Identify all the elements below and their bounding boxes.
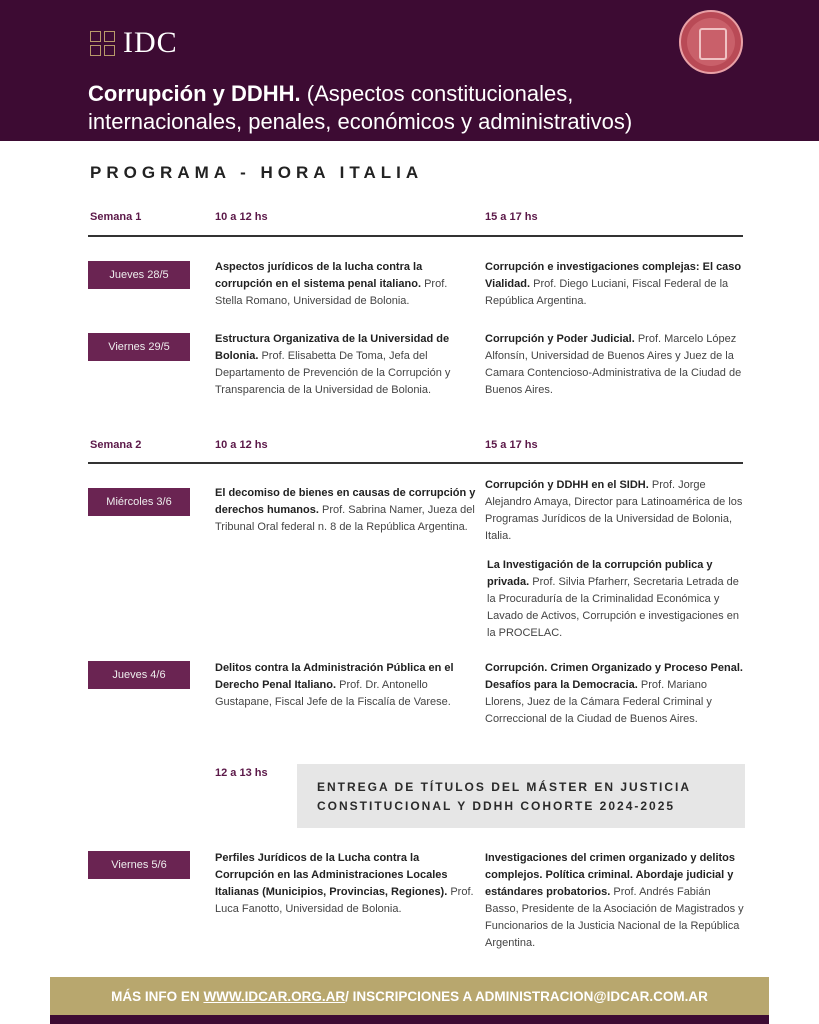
talk-pm: Corrupción e investigaciones complejas: El caso Vialidad. Prof. Diego Luciani, Fiscal Federal de la República Argentina. xyxy=(485,261,742,307)
week-label: Semana 1 xyxy=(90,211,142,223)
ceremony-slot: 12 a 13 hs xyxy=(215,767,268,779)
slot-am: 10 a 12 hs xyxy=(215,211,268,223)
talk-am: El decomiso de bienes en causas de corrupción y derechos humanos. Prof. Sabrina Namer, Jueza del Tribunal Oral federal n. 8 de la República Argentina. xyxy=(215,487,476,533)
slot-pm: 15 a 17 hs xyxy=(485,439,538,451)
university-seal-icon xyxy=(679,10,743,74)
day-badge: Jueves 4/6 xyxy=(88,661,190,689)
day-badge: Miércoles 3/6 xyxy=(88,488,190,516)
program-heading: PROGRAMA - HORA ITALIA xyxy=(90,163,424,182)
divider xyxy=(88,462,743,464)
talk-pm: La Investigación de la corrupción publica y privada. Prof. Silvia Pfarherr, Secretaria Letrada de la Procuraduría de la Criminalidad Económica y Lavado de Activos, Corrupción e investigaciones en la PROCELAC. xyxy=(487,559,739,639)
talk-am: Perfiles Jurídicos de la Lucha contra la Corrupción en las Administraciones Locales Italianas (Municipios, Provincias, Regiones). Prof. Luca Fanotto, Universidad de Bolonia. xyxy=(215,852,474,915)
footer-banner xyxy=(50,977,769,1015)
footer-prefix: MÁS INFO EN xyxy=(111,988,200,1004)
talk-pm: Investigaciones del crimen organizado y delitos complejos. Política criminal. Abordaje judicial y estándares probatorios. Prof. Andrés Fabián Basso, Presidente de la Asociación de Magistrados y Funcionarios de la Justicia Nacional de la República Argentina. xyxy=(485,852,744,949)
talk-am: Estructura Organizativa de la Universidad de Bolonia. Prof. Elisabetta De Toma, Jefa del Departamento de Prevención de la Corrupción y Transparencia de la Universidad de Bolonia. xyxy=(215,333,451,396)
slot-pm: 15 a 17 hs xyxy=(485,211,538,223)
bottom-bar xyxy=(50,1015,769,1024)
day-badge: Viernes 29/5 xyxy=(88,333,190,361)
day-badge: Viernes 5/6 xyxy=(88,851,190,879)
day-badge: Jueves 28/5 xyxy=(88,261,190,289)
week-label: Semana 2 xyxy=(90,439,142,451)
talk-am: Aspectos jurídicos de la lucha contra la corrupción en el sistema penal italiano. Prof. Stella Romano, Universidad de Bolonia. xyxy=(215,261,448,307)
talk-pm: Corrupción. Crimen Organizado y Proceso Penal. Desafíos para la Democracia. Prof. Mariano Llorens, Juez de la Cámara Federal Criminal y Correccional de la Ciudad de Buenos Aires. xyxy=(485,662,743,725)
logo-text: IDC xyxy=(123,26,178,59)
title-rest: (Aspectos constitucionales, internacionales, penales, económicos y administrativos) xyxy=(88,81,633,134)
talk-am: Delitos contra la Administración Pública en el Derecho Penal Italiano. Prof. Dr. Antonello Gustapane, Fiscal Jefe de la Fiscalía de Varese. xyxy=(215,662,454,708)
talk-pm: Corrupción y DDHH en el SIDH. Prof. Jorge Alejandro Amaya, Director para Latinoamérica de los Programas Jurídicos de la Universidad de Bolonia, Italia. xyxy=(485,479,743,542)
talk-pm: Corrupción y Poder Judicial. Prof. Marcelo López Alfonsín, Universidad de Buenos Aires y Juez de la Camara Contencioso-Administrativa de la Ciudad de Buenos Aires. xyxy=(485,333,742,396)
title-bold: Corrupción y DDHH. xyxy=(88,81,301,106)
page-title xyxy=(88,80,728,136)
slot-am: 10 a 12 hs xyxy=(215,439,268,451)
divider xyxy=(88,235,743,237)
footer-suffix: / INSCRIPCIONES A ADMINISTRACION@IDCAR.COM.AR xyxy=(345,988,708,1004)
ceremony-box: ENTREGA DE TÍTULOS DEL MÁSTER EN JUSTICIA CONSTITUCIONAL Y DDHH COHORTE 2024-2025 xyxy=(297,764,745,828)
logo-grid-icon xyxy=(90,31,115,56)
website-link[interactable]: WWW.IDCAR.ORG.AR xyxy=(203,988,346,1004)
idc-logo xyxy=(90,26,178,60)
